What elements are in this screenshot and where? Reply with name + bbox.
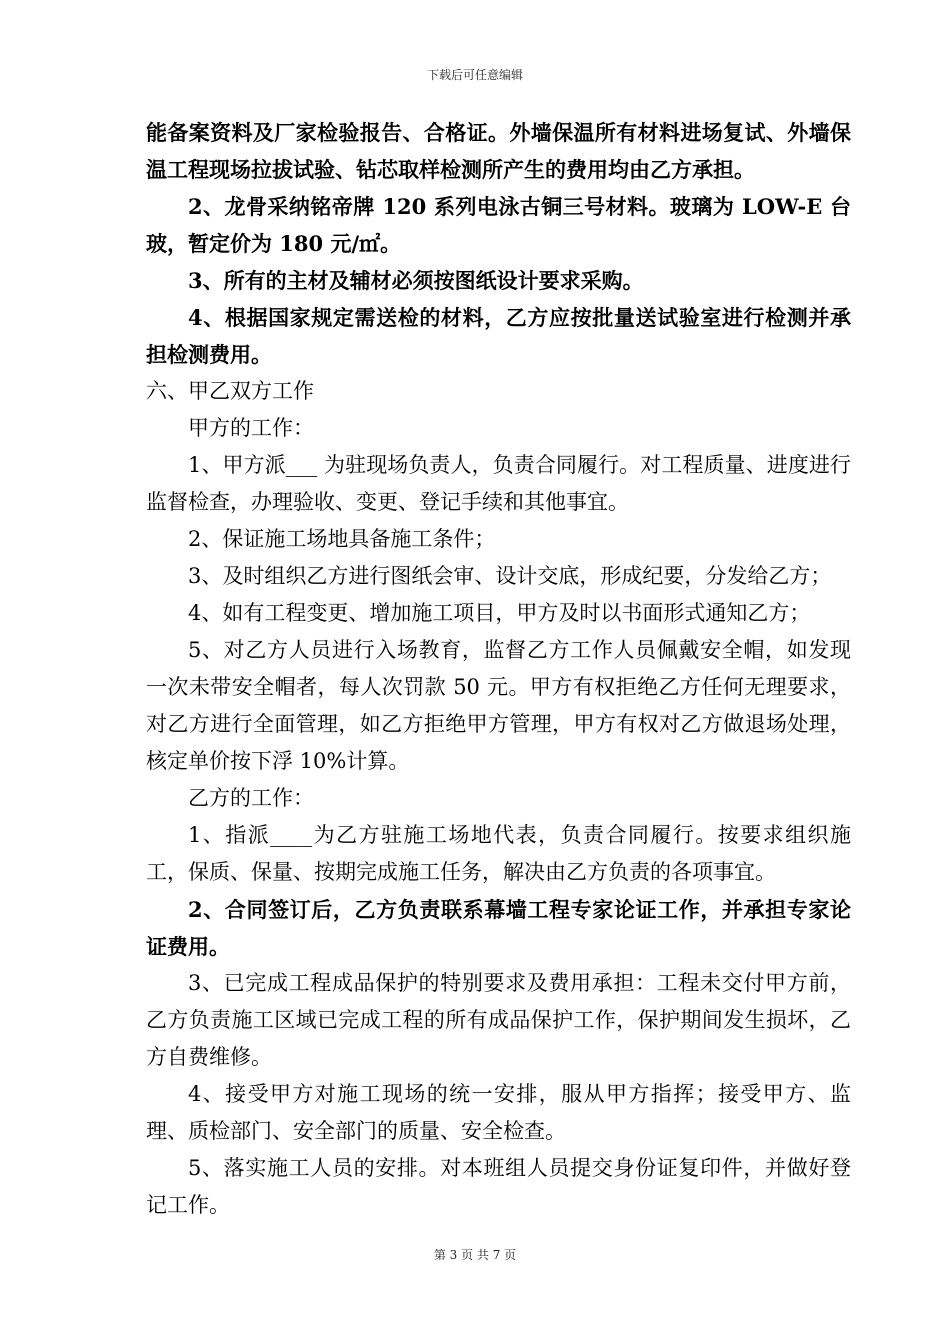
party-b-item-2: 2、合同签订后，乙方负责联系幕墙工程专家论证工作，并承担专家论证费用。 <box>146 897 851 959</box>
paragraph-item-4-inspection: 4、根据国家规定需送检的材料，乙方应按批量送试验室进行检测并承担检测费用。 <box>146 305 851 367</box>
party-a-item-2: 2、保证施工场地具备施工条件； <box>188 527 496 551</box>
party-b-item-3: 3、已完成工程成品保护的特别要求及费用承担：工程未交付甲方前，乙方负责施工区域已完成工程的所有成品保护工作，保护期间发生损坏，乙方自费维修。 <box>146 971 851 1069</box>
page-footer: 第 3 页 共 7 页 <box>433 1248 517 1262</box>
subheading-party-a-duties: 甲方的工作： <box>188 416 314 440</box>
party-b-item-5: 5、落实施工人员的安排。对本班组人员提交身份证复印件，并做好登记工作。 <box>146 1156 851 1217</box>
paragraph-item-3-procurement: 3、所有的主材及辅材必须按图纸设计要求采购。 <box>188 268 644 293</box>
party-b-item-4: 4、接受甲方对施工现场的统一安排，服从甲方指挥；接受甲方、监理、质检部门、安全部门的质量、安全检查。 <box>146 1082 851 1143</box>
party-a-item-3: 3、及时组织乙方进行图纸会审、设计交底，形成纪要，分发给乙方； <box>188 564 832 588</box>
party-a-item-1: 1、甲方派___ 为驻现场负责人，负责合同履行。对工程质量、进度进行监督检查，办理验收、变更、登记手续和其他事宜。 <box>146 453 851 514</box>
paragraph-materials-certificates: 能备案资料及厂家检验报告、合格证。外墙保温所有材料进场复试、外墙保温工程现场拉拔试验、钻芯取样检测所产生的费用均由乙方承担。 <box>146 120 851 182</box>
party-a-item-5: 5、对乙方人员进行入场教育，监督乙方工作人员佩戴安全帽，如发现一次未带安全帽者，每人次罚款 50 元。甲方有权拒绝乙方任何无理要求，对乙方进行全面管理，如乙方拒绝甲方管理，甲方有权对乙方做退场处理，核定单价按下浮 10%计算。 <box>146 638 851 773</box>
subheading-party-b-duties: 乙方的工作： <box>188 786 314 810</box>
section-heading-duties: 六、甲乙双方工作 <box>146 379 314 403</box>
party-b-item-1: 1、指派____为乙方驻施工场地代表，负责合同履行。按要求组织施工，保质、保量、按期完成施工任务，解决由乙方负责的各项事宜。 <box>146 823 851 884</box>
paragraph-item-2-keel-glass: 2、龙骨采纳铭帝牌 120 系列电泳古铜三号材料。玻璃为 LOW-E 台玻，暂定价为 180 元/㎡。 <box>146 194 851 256</box>
document-body <box>146 114 851 1224</box>
page-header: 下载后可任意编辑 <box>426 68 523 82</box>
party-a-item-4: 4、如有工程变更、增加施工项目，甲方及时以书面形式通知乙方； <box>188 601 811 625</box>
